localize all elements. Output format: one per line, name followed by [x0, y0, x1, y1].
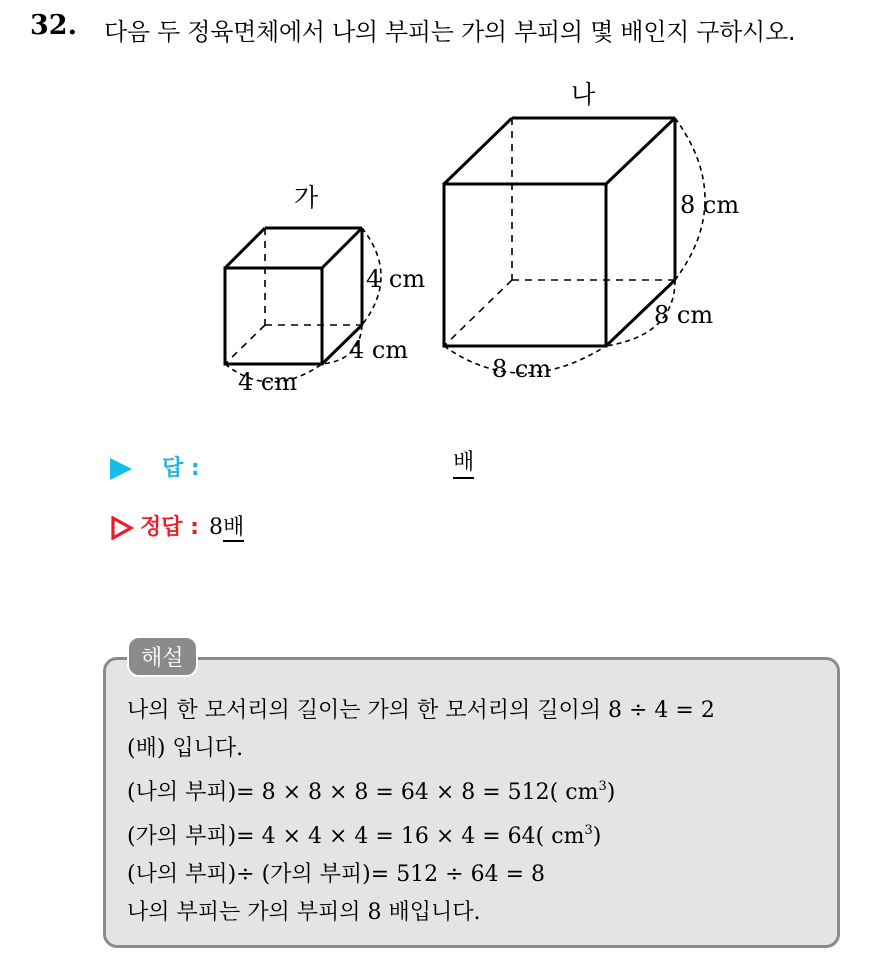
explanation-line-3-paren: ) [606, 780, 616, 805]
question-text: 다음 두 정육면체에서 나의 부피는 가의 부피의 몇 배인지 구하시오. [104, 18, 796, 46]
explanation-line-2: (배) 입니다. [127, 736, 244, 761]
correct-answer-value [209, 515, 244, 540]
cube-b-height-label: 8 cm [680, 191, 740, 219]
explanation-line-3 [127, 768, 827, 812]
explanation-line-3-text: (나의 부피)= 8 × 8 × 8 = 64 × 8 = 512( cm [127, 780, 599, 805]
cube-b-depth-label: 8 cm [654, 301, 714, 329]
correct-value-number: 8 [208, 515, 223, 540]
cube-a-label: 가 [294, 183, 319, 212]
play-icon [110, 458, 132, 480]
explanation-line-4-paren: ) [592, 824, 602, 849]
explanation-tag: 해설 [127, 636, 198, 677]
triangle-outline-icon [110, 516, 134, 540]
answer-label: 답 : [162, 456, 200, 481]
explanation-line-6: 나의 부피는 가의 부피의 8 배입니다. [127, 900, 481, 925]
correct-answer-row [110, 510, 244, 541]
explanation-line-1: 나의 한 모서리의 길이는 가의 한 모서리의 길이의 8 ÷ 4 = 2 [127, 698, 715, 723]
correct-value-unit: 배 [222, 515, 245, 540]
explanation-line-4-exponent: 3 [584, 823, 593, 838]
cubes-figure [0, 0, 884, 420]
cube-b-width-label: 8 cm [492, 355, 552, 383]
explanation-line-5: (나의 부피)÷ (가의 부피)= 512 ÷ 64 = 8 [127, 862, 546, 887]
cube-b-label: 나 [571, 80, 596, 109]
explanation-line-4 [127, 812, 827, 856]
question-number: 32. [30, 10, 77, 41]
explanation-text [127, 692, 827, 932]
cube-a-depth-label: 4 cm [349, 336, 409, 364]
correct-answer-label: 정답 : [140, 515, 199, 540]
explanation-line-3-exponent: 3 [598, 779, 607, 794]
explanation-line-4-text: (가의 부피)= 4 × 4 × 4 = 16 × 4 = 64( cm [127, 824, 585, 849]
cube-b [444, 118, 705, 373]
answer-row [110, 451, 200, 482]
answer-unit: 배 [453, 451, 474, 479]
cube-a-height-label: 4 cm [366, 265, 426, 293]
cube-a-width-label: 4 cm [238, 368, 298, 396]
